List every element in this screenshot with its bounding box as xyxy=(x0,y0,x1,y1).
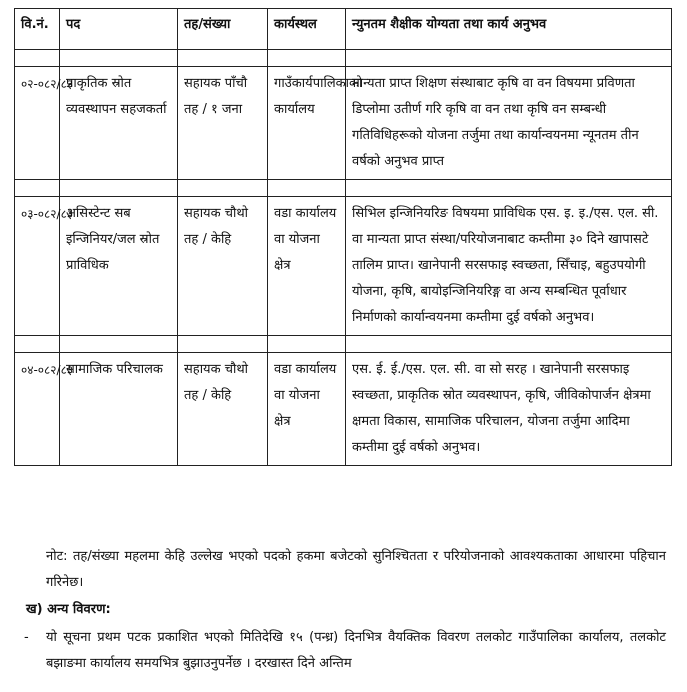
bullet-text: यो सूचना प्रथम पटक प्रकाशित भएको मितिदेखि १५ (पन्ध्र) दिनभित्र वैयक्तिक विवरण तलकोट गाउँपालिका कार्यालय, तलकोट बझाङमा कार्यालय समयभित्र बुझाउनुपर्नेछ । दरखास्त दिने अन्तिम xyxy=(46,630,666,671)
table-row xyxy=(15,67,672,180)
row-qualification: एस. ई. ई./एस. एल. सी. वा सो सरह । खानेपानी सरसफाइ स्वच्छता, प्राकृतिक स्रोत व्यवस्थापन, कृषि, जीविकोपार्जन क्षेत्रमा क्षमता विकास, सामाजिक परिचालन, योजना तर्जुमा आदिमा कम्तीमा दुई वर्षको अनुभव। xyxy=(346,353,672,466)
header-post: पद xyxy=(60,9,178,50)
table-spacer-row xyxy=(15,336,672,353)
row-sn: ०४-०८२/८३ xyxy=(15,353,60,466)
row-post: प्राकृतिक स्रोत व्यवस्थापन सहजकर्ता xyxy=(60,67,178,180)
header-office: कार्यस्थल xyxy=(268,9,346,50)
row-office: वडा कार्यालय वा योजना क्षेत्र xyxy=(268,197,346,336)
table-row xyxy=(15,197,672,336)
table-row xyxy=(15,353,672,466)
table-header-row xyxy=(15,9,672,50)
row-office: गाउँकार्यपालिकाको कार्यालय xyxy=(268,67,346,180)
row-level: सहायक चौथो तह / केहि xyxy=(178,353,268,466)
vacancy-table xyxy=(14,8,672,466)
row-post: सामाजिक परिचालक xyxy=(60,353,178,466)
row-level: सहायक पाँचौ तह / १ जना xyxy=(178,67,268,180)
row-post: असिस्टेन्ट सब इन्जिनियर/जल स्रोत प्राविधिक xyxy=(60,197,178,336)
header-sn: वि.नं. xyxy=(15,9,60,50)
row-qualification: मान्यता प्राप्त शिक्षण संस्थाबाट कृषि वा वन विषयमा प्रविणता डिप्लोमा उतीर्ण गरि कृषि वा वन तथा कृषि वन सम्बन्धी गतिविधिहरूको योजना तर्जुमा तथा कार्यान्वयनमा न्यूनतम तीन वर्षको अनुभव प्राप्त xyxy=(346,67,672,180)
table-spacer-row xyxy=(15,50,672,67)
header-qualification: न्युनतम शैक्षीक योग्यता तथा कार्य अनुभव xyxy=(346,9,672,50)
row-sn: ०३-०८२/८३ xyxy=(15,197,60,336)
other-details-heading: ख) अन्य विवरण: xyxy=(26,602,111,617)
row-office: वडा कार्यालय वा योजना क्षेत्र xyxy=(268,353,346,466)
row-qualification: सिभिल इन्जिनियरिङ विषयमा प्राविधिक एस. इ. इ./एस. एल. सी. वा मान्यता प्राप्त संस्था/परियोजनाबाट कम्तीमा ३० दिने खापासटे तालिम प्राप्त। खानेपानी सरसफाइ स्वच्छता, सिँचाइ, बहुउपयोगी योजना, कृषि, बायोइन्जिनियरिङ्ग वा अन्य सम्बन्धित पूर्वाधार निर्माणको कार्यान्वयनमा कम्तीमा दुई वर्षको अनुभव। xyxy=(346,197,672,336)
table-note: नोट: तह/संख्या महलमा केहि उल्लेख भएको पदको हकमा बजेटको सुनिश्चितता र परियोजनाको आवश्यकताका आधारमा पहिचान गरिनेछ। xyxy=(46,549,666,590)
header-level: तह/संख्या xyxy=(178,9,268,50)
row-sn: ०२-०८२/८३ xyxy=(15,67,60,180)
row-level: सहायक चौथो तह / केहि xyxy=(178,197,268,336)
table-spacer-row xyxy=(15,180,672,197)
bullet-marker: - xyxy=(24,630,29,645)
